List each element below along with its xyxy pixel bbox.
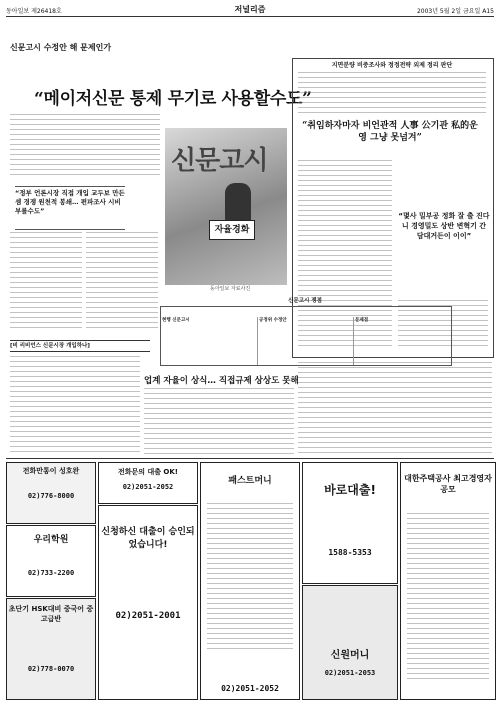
masthead-left: 동아일보 제26418호 (6, 8, 62, 15)
photo-sign-large: 신문고시 (171, 146, 268, 176)
ad-9-text (407, 513, 489, 683)
sidebar-text-bottom (298, 362, 492, 456)
sidebar-title: 지면분량 비중조사와 정정전략 외제 정리 판단 (331, 62, 453, 69)
ad-2[interactable]: 우리학원 02)733-2200 (6, 525, 96, 597)
pull-quote: “정부 언론시장 직접 개입 교두보 만든 셈 경쟁 원천적 봉쇄… 편파조사 시비 부를수도” (15, 186, 125, 230)
table-title: 신문고시 쟁점 (288, 298, 322, 304)
ad-9[interactable]: 대한주택공사 최고경영자 공모 (400, 462, 496, 700)
ad-7[interactable]: 바로대출! 1588-5353 (302, 462, 398, 584)
photo-caption: 동아일보 자료사진 (210, 286, 251, 292)
sidebar-pull-quote: “몇사 밀부공 정화 잘 출 진다니 경영밀도 상반 변혁기 간 담대거든이 이이” (398, 212, 490, 240)
table-col-3: 문제점 (353, 317, 450, 365)
ad-6-text (207, 503, 293, 653)
section2-headline: 업계 자율이 상식… 직접규제 상상도 못해 (144, 376, 299, 386)
article-column-2 (86, 232, 158, 332)
page-info: 2003년 5월 2일 금요일 A15 (416, 8, 494, 15)
section2-left-text (10, 356, 140, 454)
article-kicker: 신문고시 수정안 해 문제인가 (10, 43, 112, 52)
ad-8[interactable]: 신원머니 02)2051-2053 (302, 585, 398, 700)
photo-figure (225, 183, 251, 223)
masthead (6, 4, 494, 17)
ad-6[interactable]: 패스트머니 02)2051-2052 (200, 462, 300, 700)
ad-4[interactable]: 전화문의 대출 OK! 02)2051-2052 (98, 462, 198, 504)
ad-1[interactable]: 전화만통이 성호완 02)776-8000 (6, 462, 96, 524)
ad-5[interactable]: 신청하신 대출이 승인되었습니다! 02)2051-2001 (98, 505, 198, 700)
section2-bar: [비 리비언스 신문시장 개입하나] (10, 340, 150, 352)
ad-divider (6, 458, 494, 459)
article-column-1 (10, 232, 82, 332)
sidebar-quote: “취임하자마자 비언관적 人事 公기관 私的운영 그냥 못넘겨” (302, 121, 478, 144)
table-col-2: 공정위 수정안 (257, 317, 354, 365)
photo-sign: 자율경화 (209, 220, 255, 240)
section-title: 저널리즘 (234, 5, 266, 14)
section2-text (144, 388, 294, 454)
ad-3[interactable]: 초단기 HSK대비 중국어 중고급반 02)778-0070 (6, 598, 96, 700)
issue-table (160, 306, 452, 366)
article-intro-text (10, 114, 160, 176)
sidebar-intro-text (298, 72, 486, 114)
article-headline: “메이저신문 통제 무기로 사용할수도” (34, 89, 312, 109)
table-col-1: 현행 신문고시 (162, 318, 190, 323)
article-photo (165, 128, 287, 285)
